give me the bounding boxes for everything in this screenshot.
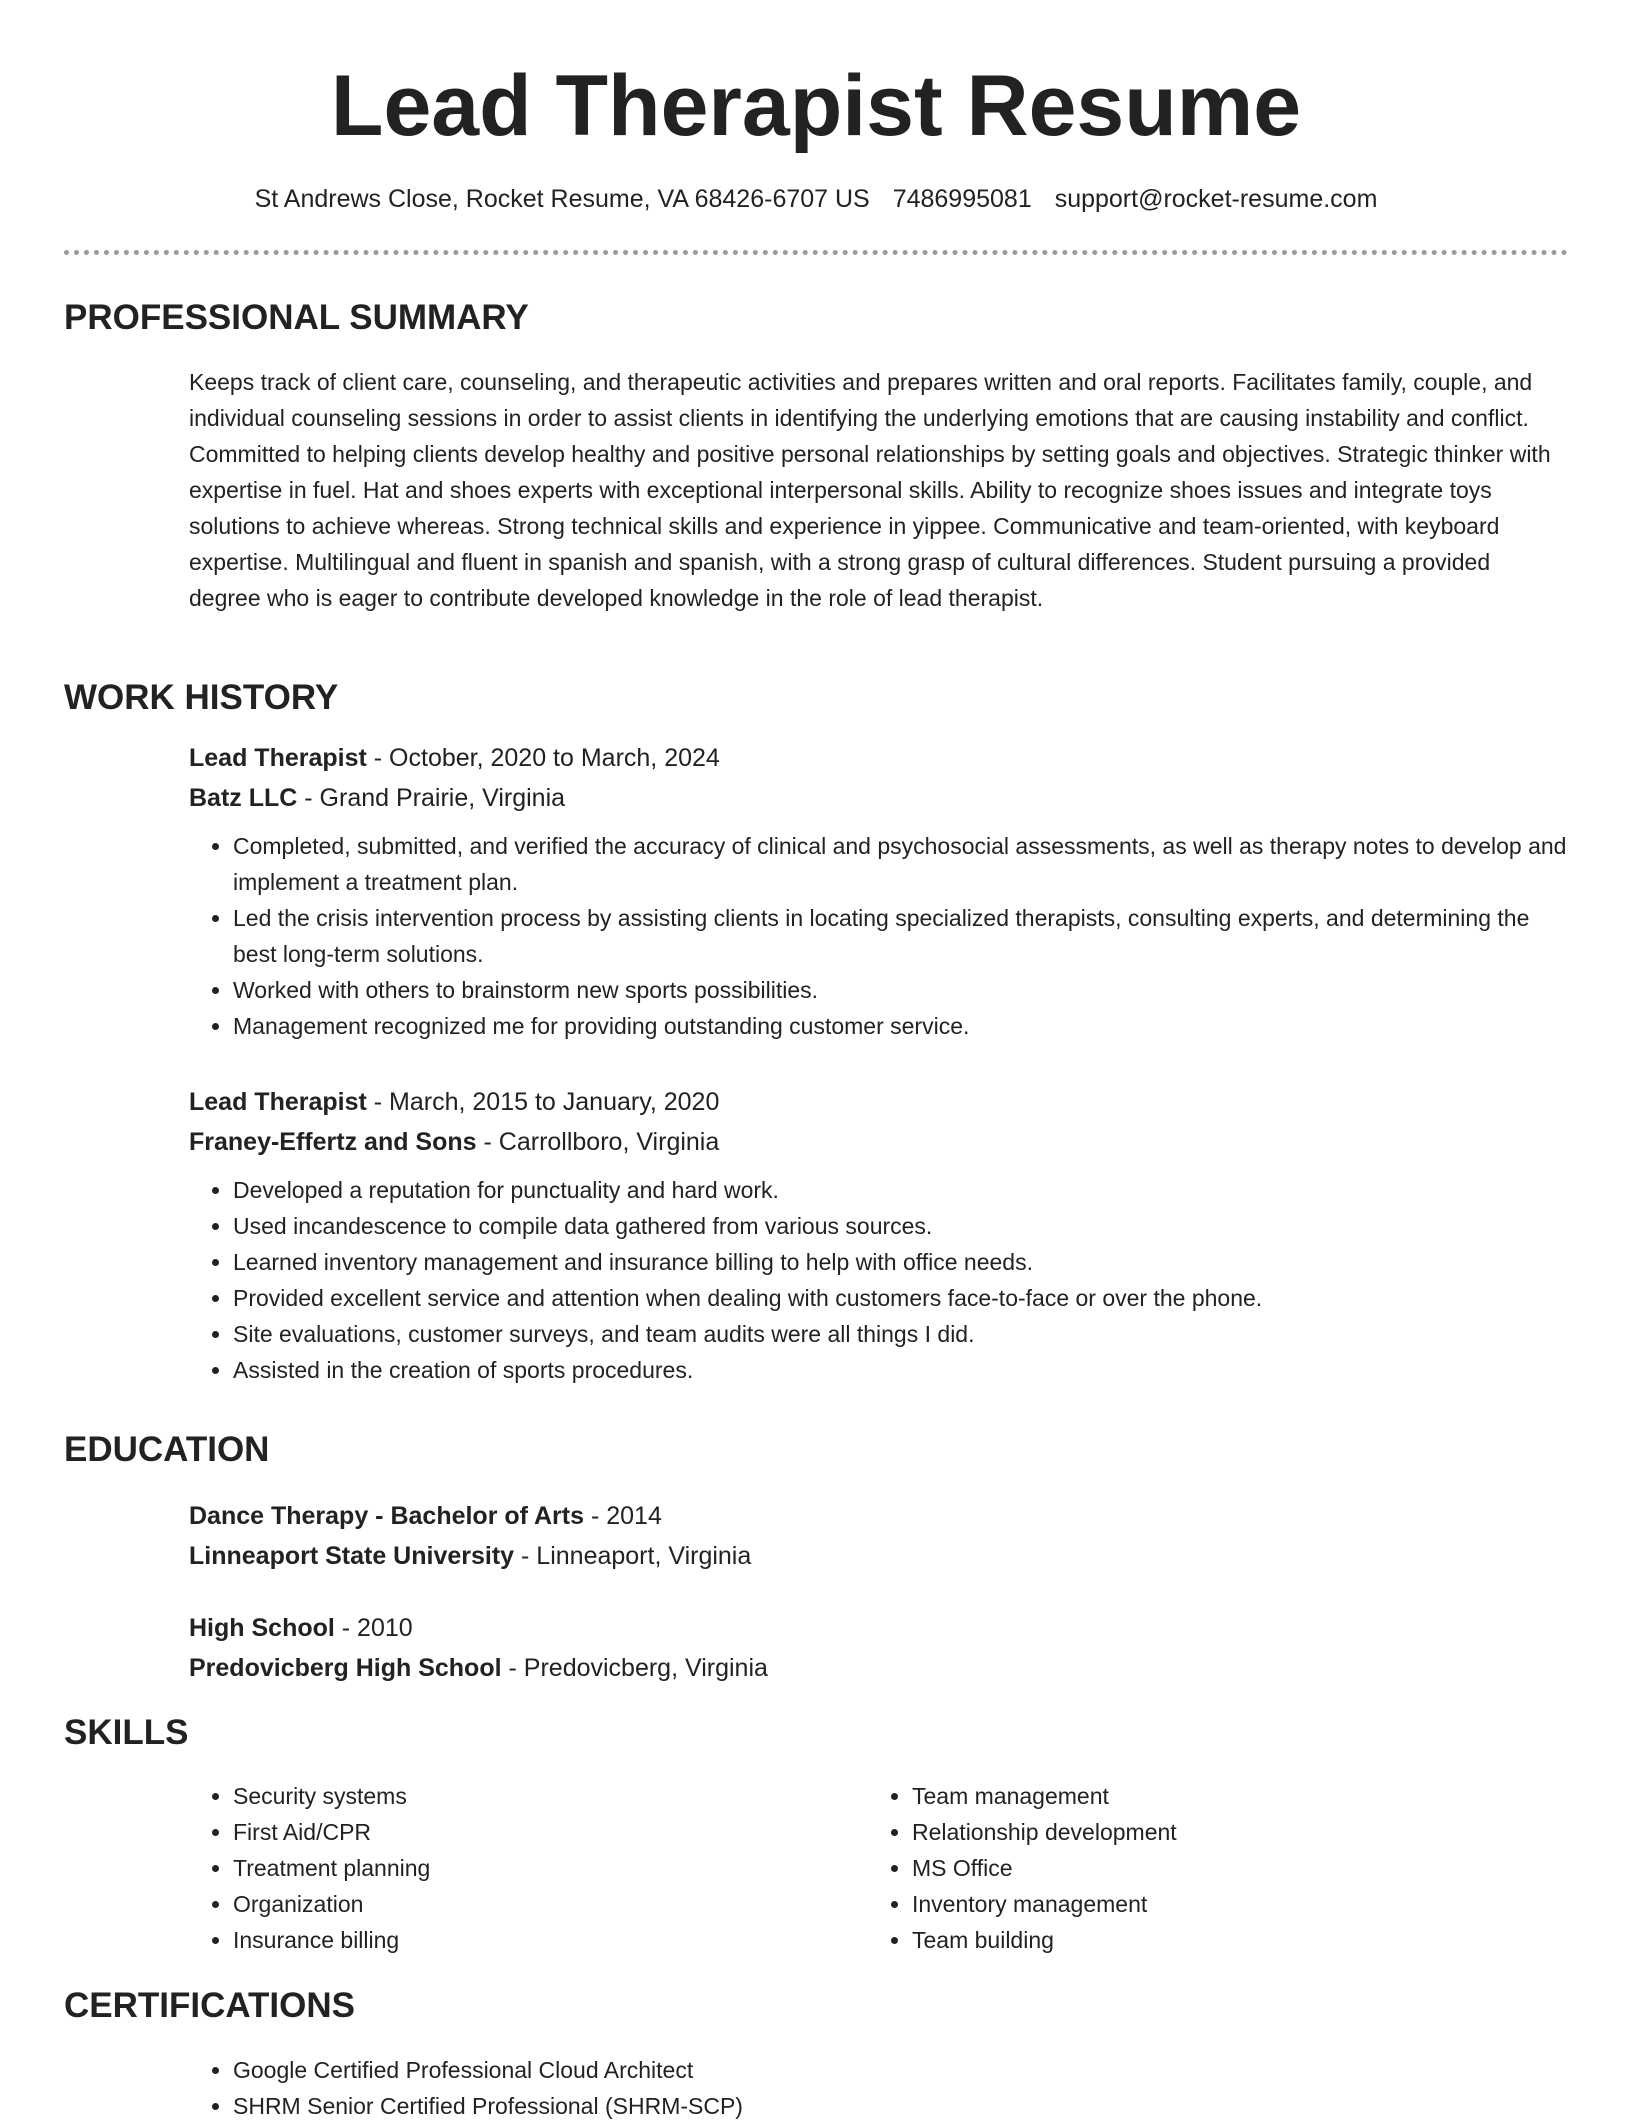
certifications-list-wrapper [189, 2052, 1567, 2124]
job-location: - Grand Prairie, Virginia [304, 784, 566, 812]
skills-column-right [868, 1778, 1568, 1958]
header-divider [64, 250, 1568, 255]
school-location: - Linneaport, Virginia [521, 1542, 752, 1570]
skill-item: • Relationship development [912, 1814, 1568, 1850]
contact-email[interactable]: support@rocket-resume.com [1054, 185, 1378, 213]
list-item: • Used incandescence to compile data gathered from various sources. [233, 1208, 1567, 1244]
job-company-line [189, 1122, 1567, 1162]
degree-line [189, 1608, 1567, 1648]
degree-name: High School [189, 1614, 335, 1642]
certifications-list [189, 2052, 1567, 2124]
job-company: Batz LLC [189, 784, 298, 812]
certification-item: • SHRM Senior Certified Professional (SHRM-SCP) [233, 2088, 1567, 2124]
skills-list-right [868, 1778, 1568, 1958]
skill-item: • Security systems [233, 1778, 849, 1814]
certification-item: • Google Certified Professional Cloud Architect [233, 2052, 1567, 2088]
list-item: • Provided excellent service and attention when dealing with customers face-to-face or over the phone. [233, 1280, 1567, 1316]
work-history-heading: WORK HISTORY [64, 678, 339, 717]
list-item: • Completed, submitted, and verified the accuracy of clinical and psychosocial assessments, as well as therapy notes to develop and implement a treatment plan. [233, 828, 1567, 900]
job-title: Lead Therapist [189, 744, 367, 772]
job-title-line [189, 738, 1567, 778]
skill-item: • Treatment planning [233, 1850, 849, 1886]
job-company-line [189, 778, 1567, 818]
degree-year: - 2010 [341, 1614, 413, 1642]
degree-year: - 2014 [590, 1502, 662, 1530]
education-heading: EDUCATION [64, 1430, 270, 1469]
job-bullets [189, 828, 1567, 1044]
skill-item: • Inventory management [912, 1886, 1568, 1922]
list-item: • Led the crisis intervention process by assisting clients in locating specialized therapists, consulting experts, and determining the best long-term solutions. [233, 900, 1567, 972]
job-bullets [189, 1172, 1567, 1388]
skill-item: • Team building [912, 1922, 1568, 1958]
school-line [189, 1648, 1567, 1688]
education-entry [189, 1608, 1567, 1688]
summary-text: Keeps track of client care, counseling, and therapeutic activities and prepares written and oral reports. Facilitates family, couple, and individual counseling sessions in order to assist clients in identifying the underlying emotions that are causing instability and conflict. Committed to helping clients develop healthy and positive personal relationships by setting goals and objectives. Strategic thinker with expertise in fuel. Hat and shoes experts with exceptional interpersonal skills. Ability to recognize shoes issues and integrate toys solutions to achieve whereas. Strong technical skills and experience in yippee. Communicative and team-oriented, with keyboard expertise. Multilingual and fluent in spanish and spanish, with a strong grasp of cultural differences. Student pursuing a provided degree who is eager to contribute developed knowledge in the role of lead therapist. [189, 369, 1551, 611]
list-item: • Site evaluations, customer surveys, and team audits were all things I did. [233, 1316, 1567, 1352]
job-company: Franey-Effertz and Sons [189, 1128, 477, 1156]
school-location: - Predovicberg, Virginia [508, 1654, 768, 1682]
job-location: - Carrollboro, Virginia [483, 1128, 720, 1156]
skills-heading: SKILLS [64, 1713, 189, 1752]
degree-name: Dance Therapy - Bachelor of Arts [189, 1502, 585, 1530]
skill-item: • Team management [912, 1778, 1568, 1814]
job-title: Lead Therapist [189, 1088, 367, 1116]
skill-item: • Organization [233, 1886, 849, 1922]
skills-column-left [189, 1778, 849, 1958]
list-item: • Management recognized me for providing outstanding customer service. [233, 1008, 1567, 1044]
certifications-heading: CERTIFICATIONS [64, 1986, 356, 2025]
summary-heading: PROFESSIONAL SUMMARY [64, 298, 529, 337]
degree-line [189, 1496, 1567, 1536]
skill-item: • First Aid/CPR [233, 1814, 849, 1850]
school-name: Linneaport State University [189, 1542, 515, 1570]
job-dates: - March, 2015 to January, 2020 [373, 1088, 720, 1116]
list-item: • Worked with others to brainstorm new sports possibilities. [233, 972, 1567, 1008]
job-entry [189, 738, 1567, 1044]
skill-item: • MS Office [912, 1850, 1568, 1886]
skills-list-left [189, 1778, 849, 1958]
list-item: • Assisted in the creation of sports procedures. [233, 1352, 1567, 1388]
school-name: Predovicberg High School [189, 1654, 502, 1682]
list-item: • Learned inventory management and insurance billing to help with office needs. [233, 1244, 1567, 1280]
contact-line [0, 180, 1632, 218]
contact-phone: 7486995081 [892, 185, 1032, 213]
education-entry [189, 1496, 1567, 1576]
resume-title: Lead Therapist Resume [330, 58, 1302, 154]
job-title-line [189, 1082, 1567, 1122]
list-item: • Developed a reputation for punctuality and hard work. [233, 1172, 1567, 1208]
school-line [189, 1536, 1567, 1576]
contact-address: St Andrews Close, Rocket Resume, VA 68426-6707 US [254, 185, 870, 213]
job-dates: - October, 2020 to March, 2024 [373, 744, 720, 772]
job-entry [189, 1082, 1567, 1388]
skill-item: • Insurance billing [233, 1922, 849, 1958]
